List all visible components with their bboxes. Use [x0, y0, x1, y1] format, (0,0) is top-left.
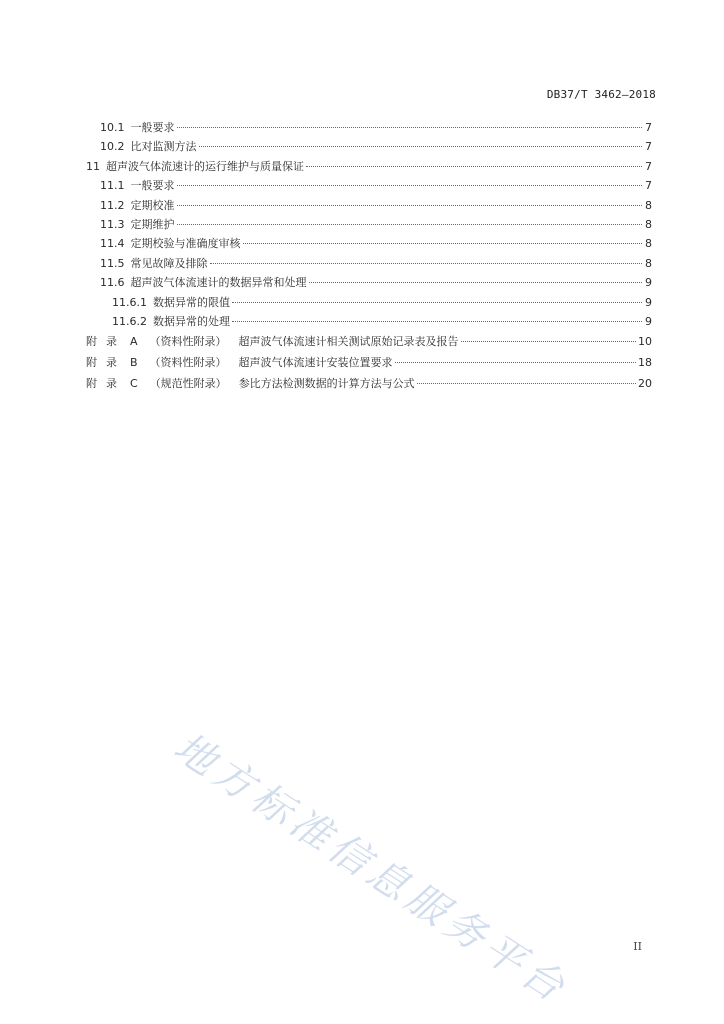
toc-entry-page: 8	[645, 256, 652, 270]
toc-entry-title: 定期校验与准确度审核	[130, 237, 241, 251]
appendix-page: 20	[638, 377, 652, 391]
toc-entry[interactable]	[86, 293, 652, 312]
toc-entry[interactable]	[86, 234, 652, 253]
appendix-prefix: 附录	[86, 377, 126, 391]
toc-entry-number: 11.5	[100, 256, 125, 270]
dot-leader	[306, 166, 642, 167]
appendix-page: 18	[638, 356, 652, 370]
appendix-page: 10	[638, 335, 652, 349]
dot-leader	[177, 127, 643, 128]
appendix-letter: B	[130, 356, 138, 370]
toc-entry-page: 7	[645, 140, 652, 154]
toc-appendix-entry[interactable]	[86, 373, 652, 394]
toc-entry[interactable]	[86, 157, 652, 176]
toc-entry-page: 7	[645, 159, 652, 173]
toc-entry-title: 数据异常的处理	[153, 314, 230, 328]
toc-entry-page: 8	[645, 198, 652, 212]
page-number: II	[633, 940, 642, 953]
toc-entry-number: 11.1	[100, 179, 125, 193]
toc-entry[interactable]	[86, 196, 652, 215]
appendix-kind: （资料性附录）	[149, 335, 227, 349]
toc-entry-title: 比对监测方法	[130, 140, 197, 154]
toc-entry-number: 10.1	[100, 121, 125, 134]
toc-entry[interactable]	[86, 273, 652, 292]
toc-entry[interactable]	[86, 176, 652, 195]
toc-entry-page: 7	[645, 179, 652, 193]
document-code: DB37/T 3462—2018	[546, 88, 656, 101]
toc-entry-title: 超声波气体流速计的数据异常和处理	[130, 276, 307, 290]
toc-entry-title: 一般要求	[130, 179, 175, 193]
appendix-title: 超声波气体流速计安装位置要求	[238, 356, 393, 370]
dot-leader	[232, 302, 642, 303]
toc-entry-number: 11.6.2	[112, 314, 147, 328]
toc-entry-number: 11.6	[100, 276, 125, 290]
dot-leader	[177, 185, 643, 186]
dot-leader	[210, 263, 643, 264]
toc-entry[interactable]	[86, 254, 652, 273]
toc-entry-title: 超声波气体流速计的运行维护与质量保证	[106, 159, 304, 173]
toc-entry-title: 常见故障及排除	[130, 256, 208, 270]
toc-entry-number: 11.3	[100, 217, 125, 231]
appendix-prefix: 附录	[86, 356, 126, 370]
toc-entry[interactable]	[86, 312, 652, 331]
toc-entry-title: 定期校准	[130, 198, 175, 212]
appendix-title: 参比方法检测数据的计算方法与公式	[238, 377, 415, 391]
toc-entry-title: 定期维护	[130, 217, 175, 231]
toc-entry-title: 数据异常的限值	[153, 295, 230, 309]
dot-leader	[199, 146, 643, 147]
toc-appendix-entry[interactable]	[86, 352, 652, 373]
toc-entry-page: 9	[645, 314, 652, 328]
dot-leader	[417, 383, 636, 384]
toc-entry[interactable]	[86, 137, 652, 156]
appendix-kind: （规范性附录）	[149, 377, 227, 391]
toc-entry-page: 9	[645, 295, 652, 309]
toc-entry-page: 9	[645, 276, 652, 290]
toc-entry-page: 8	[645, 217, 652, 231]
toc-appendix-entry[interactable]	[86, 331, 652, 352]
dot-leader	[177, 205, 643, 206]
toc-entry-number: 11.2	[100, 198, 125, 212]
toc-entry-number: 11.4	[100, 237, 125, 251]
dot-leader	[232, 321, 642, 322]
appendix-kind: （资料性附录）	[149, 356, 227, 370]
watermark: 地方标准信息服务平台	[165, 724, 577, 1014]
toc-entry-title: 一般要求	[130, 121, 175, 134]
dot-leader	[395, 362, 636, 363]
dot-leader	[177, 224, 643, 225]
dot-leader	[243, 243, 643, 244]
toc-entry[interactable]	[86, 118, 652, 137]
appendix-letter: C	[130, 377, 138, 391]
toc-entry-number: 10.2	[100, 140, 125, 154]
toc-entry-page: 8	[645, 237, 652, 251]
toc-entry-number: 11.6.1	[112, 295, 147, 309]
toc-entry[interactable]	[86, 215, 652, 234]
toc-entry-number: 11	[86, 159, 100, 173]
table-of-contents	[86, 118, 652, 394]
appendix-prefix: 附录	[86, 335, 126, 349]
dot-leader	[461, 341, 636, 342]
dot-leader	[309, 282, 643, 283]
appendix-letter: A	[130, 335, 138, 349]
toc-entry-page: 7	[645, 121, 652, 134]
appendix-title: 超声波气体流速计相关测试原始记录表及报告	[238, 335, 459, 349]
